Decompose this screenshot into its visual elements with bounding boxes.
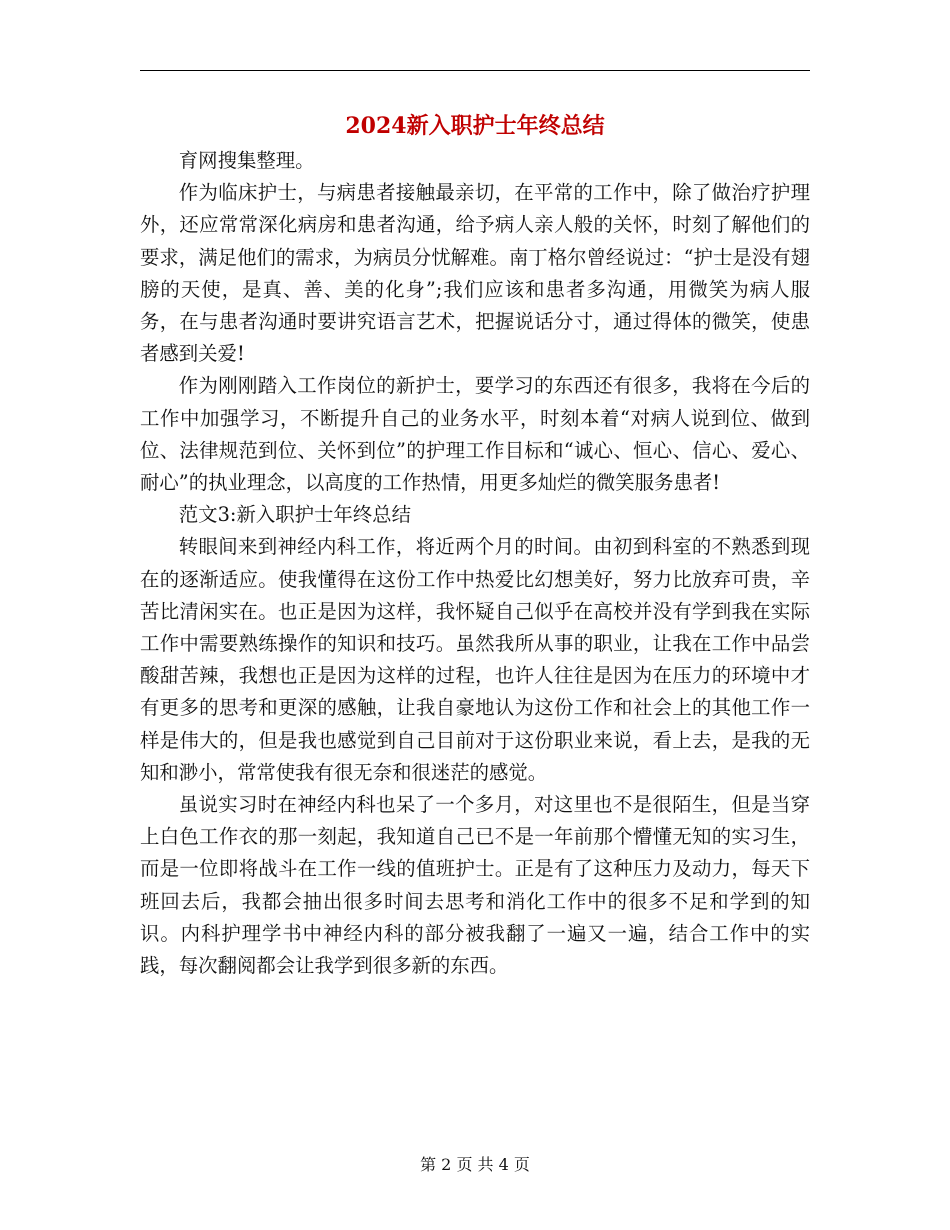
document-title: 2024新入职护士年终总结 — [345, 113, 605, 139]
paragraph: 虽说实习时在神经内科也呆了一个多月，对这里也不是很陌生，但是当穿上白色工作衣的那一刻起，我知道自己已不是一年前那个懵懂无知的实习生，而是一位即将战斗在工作一线的值班护士。正是有了这种压力及动力，每天下班回去后，我都会抽出很多时间去思考和消化工作中的很多不足和学到的知识。内科护理学书中神经内科的部分被我翻了一遍又一遍，结合工作中的实践，每次翻阅都会让我学到很多新的东西。 — [140, 793, 810, 978]
page-number: 第 2 页 共 4 页 — [420, 1155, 530, 1174]
section-heading: 范文3:新入职护士年终总结 — [178, 503, 411, 527]
header-rule — [140, 70, 810, 71]
paragraph: 育网搜集整理。 — [178, 149, 315, 172]
document-body — [140, 145, 810, 982]
paragraph: 作为临床护士，与病患者接触最亲切，在平常的工作中，除了做治疗护理外，还应常常深化病房和患者沟通，给予病人亲人般的关怀，时刻了解他们的要求，满足他们的需求，为病员分忧解难。南丁格尔曾经说过：“护士是没有翅膀的天使，是真、善、美的化身”;我们应该和患者多沟通，用微笑为病人服务，在与患者沟通时要讲究语言艺术，把握说话分寸，通过得体的微笑，使患者感到关爱! — [140, 181, 810, 366]
paragraph: 作为刚刚踏入工作岗位的新护士，要学习的东西还有很多，我将在今后的工作中加强学习，不断提升自己的业务水平，时刻本着“对病人说到位、做到位、法律规范到位、关怀到位”的护理工作目标和“诚心、恒心、信心、爱心、耐心”的执业理念，以高度的工作热情，用更多灿烂的微笑服务患者! — [140, 374, 810, 495]
paragraph: 转眼间来到神经内科工作，将近两个月的时间。由初到科室的不熟悉到现在的逐渐适应。使我懂得在这份工作中热爱比幻想美好，努力比放弃可贵，辛苦比清闲实在。也正是因为这样，我怀疑自己似乎在高校并没有学到我在实际工作中需要熟练操作的知识和技巧。虽然我所从事的职业，让我在工作中品尝酸甜苦辣，我想也正是因为这样的过程，也许人往往是因为在压力的环境中才有更多的思考和更深的感触，让我自豪地认为这份工作和社会上的其他工作一样是伟大的，但是我也感觉到自己目前对于这份职业来说，看上去，是我的无知和渺小，常常使我有很无奈和很迷茫的感觉。 — [140, 535, 810, 784]
